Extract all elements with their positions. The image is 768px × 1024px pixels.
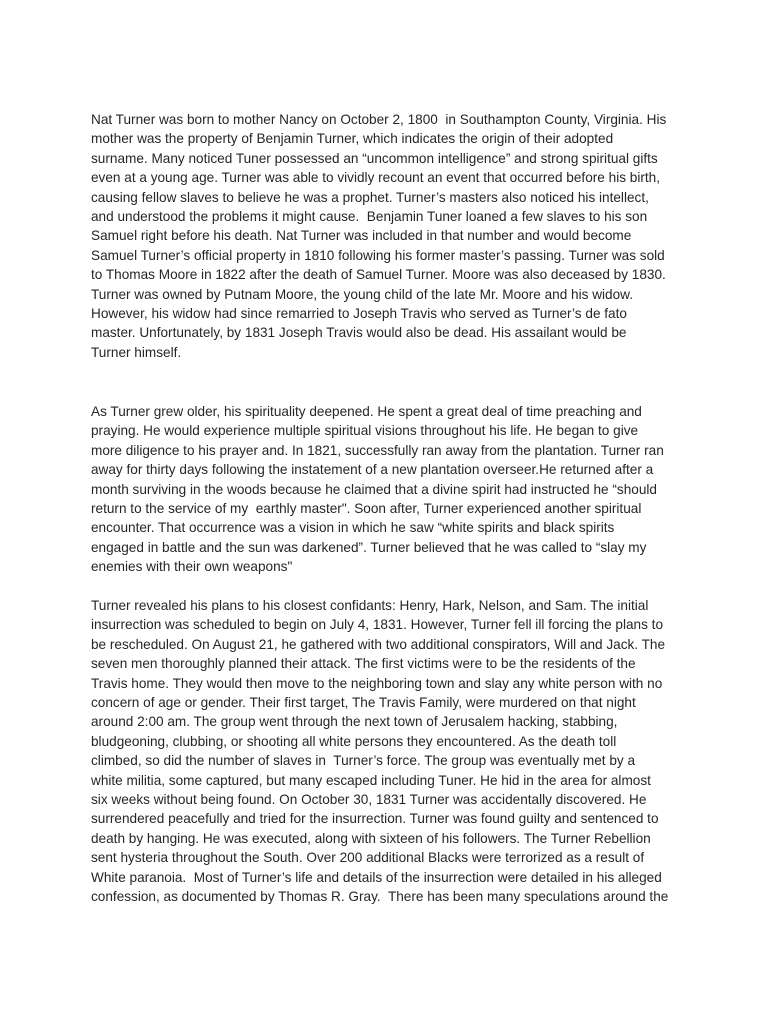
text-line: seven men thoroughly planned their attack. The first victims were to be the residents of the [91, 656, 636, 672]
text-line: As Turner grew older, his spirituality deepened. He spent a great deal of time preaching and [91, 404, 642, 419]
text-line: Turner revealed his plans to his closest confidants: Henry, Hark, Nelson, and Sam. The initial [91, 598, 649, 613]
text-line: be rescheduled. On August 21, he gathered with two additional conspirators, Will and Jack. The [91, 636, 666, 652]
text-line: master. Unfortunately, by 1831 Joseph Travis would also be dead. His assailant would be [91, 325, 627, 341]
text-line: six weeks without being found. On October 30, 1831 Turner was accidentally discovered. He [91, 792, 647, 807]
text-line: insurrection was scheduled to begin on July 4, 1831. However, Turner fell ill forcing the plans to [91, 617, 664, 633]
text-line: encounter. That occurrence was a vision in which he saw “white spirits and black spirits [91, 520, 615, 536]
text-line: to Thomas Moore in 1822 after the death of Samuel Turner. Moore was also deceased by 1830. [91, 267, 666, 283]
text-line: Travis home. They would then move to the neighboring town and slay any white person with no [91, 675, 663, 691]
text-line: concern of age or gender. Their first target, The Travis Family, were murdered on that night [91, 695, 636, 710]
text-line: month surviving in the woods because he claimed that a divine spirit had instructed he “should [91, 481, 657, 497]
text-line: mother was the property of Benjamin Turner, which indicates the origin of their adopted [91, 131, 614, 147]
text-line: surname. Many noticed Tuner possessed an “uncommon intelligence” and strong spiritual gifts [91, 150, 658, 166]
text-line: around 2:00 am. The group went through the next town of Jerusalem hacking, stabbing, [91, 714, 618, 730]
text-line: enemies with their own weapons" [91, 559, 293, 575]
text-line: climbed, so did the number of slaves in Turner’s force. The group was eventually met by a [91, 753, 636, 769]
text-line: Samuel Turner’s official property in 1810 following his former master’s passing. Turner was sold [91, 247, 665, 263]
text-line: causing fellow slaves to believe he was a prophet. Turner’s masters also noticed his intellect, [91, 189, 649, 205]
text-line: and understood the problems it might cause. Benjamin Tuner loaned a few slaves to his son [91, 209, 648, 224]
text-line: Turner was owned by Putnam Moore, the young child of the late Mr. Moore and his widow. [91, 286, 634, 302]
text-line: more diligence to his prayer and. In 1821, successfully ran away from the plantation. Turner ran [91, 442, 664, 458]
text-line: surrendered peacefully and tried for the insurrection. Turner was found guilty and sentenced to [91, 811, 659, 827]
text-line: White paranoia. Most of Turner’s life and details of the insurrection were detailed in his alleged [91, 869, 662, 885]
text-line: confession, as documented by Thomas R. Gray. There has been many speculations around the [91, 889, 669, 904]
text-line: even at a young age. Turner was able to vividly recount an event that occurred before his birth, [91, 170, 661, 186]
text-line: praying. He would experience multiple spiritual visions throughout his life. He began to give [91, 423, 639, 439]
text-line: Nat Turner was born to mother Nancy on October 2, 1800 in Southampton County, Virginia. His [91, 112, 667, 127]
text-line: engaged in battle and the sun was darkened”. Turner believed that he was called to “slay my [91, 539, 647, 555]
text-line: return to the service of my earthly master". Soon after, Turner experienced another spiritual [91, 501, 642, 516]
text-line: sent hysteria throughout the South. Over 200 additional Blacks were terrorized as a result of [91, 850, 645, 866]
text-line: Turner himself. [91, 344, 182, 360]
text-line: white militia, some captured, but many escaped including Tuner. He hid in the area for almost [91, 772, 651, 788]
text-line: However, his widow had since remarried to Joseph Travis who served as Turner’s de fato [91, 306, 627, 321]
text-line: bludgeoning, clubbing, or shooting all white persons they encountered. As the death toll [91, 733, 617, 749]
text-line: death by hanging. He was executed, along with sixteen of his followers. The Turner Rebellion [91, 830, 651, 846]
text-line: Samuel right before his death. Nat Turner was included in that number and would become [91, 228, 632, 244]
text-line: away for thirty days following the instatement of a new plantation overseer.He returned after a [91, 462, 654, 478]
